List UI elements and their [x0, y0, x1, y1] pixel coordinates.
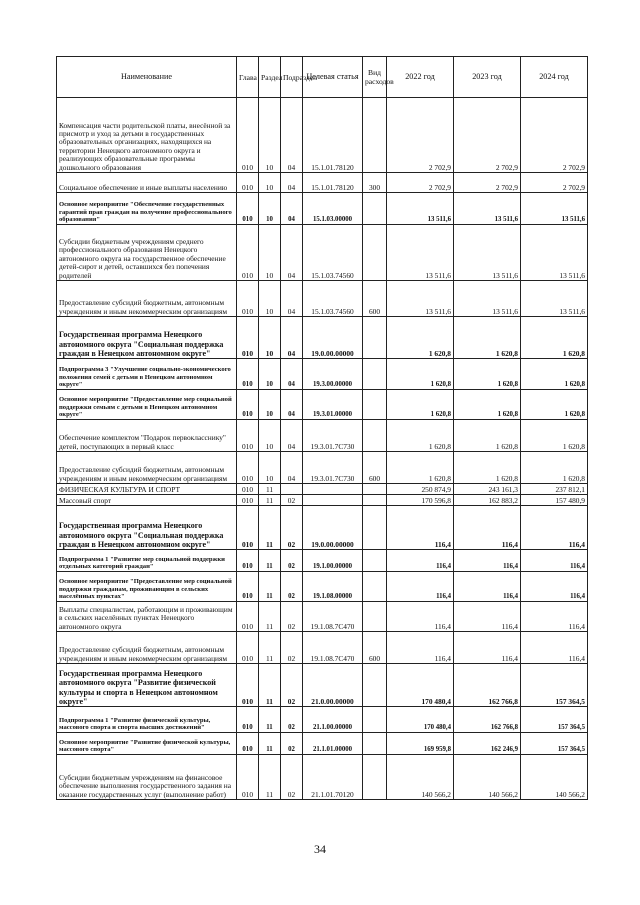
- cell-statia: 21.0.00.00000: [303, 664, 363, 707]
- cell-2024: 140 566,2: [521, 755, 588, 800]
- cell-statia: 15.1.01.78120: [303, 98, 363, 173]
- cell-name: Выплаты специалистам, работающим и проживающим в сельских населённых пунктах Ненецкого автономного округа: [57, 602, 237, 632]
- cell-name: Предоставление субсидий бюджетным, автономным учреждениям и иным некоммерческим организациям: [57, 632, 237, 664]
- cell-glava: 010: [237, 193, 259, 225]
- cell-podrazdel: 04: [281, 225, 303, 281]
- cell-razdel: 11: [259, 495, 281, 506]
- cell-name: Предоставление субсидий бюджетным, автономным учреждениям и иным некоммерческим организациям: [57, 452, 237, 484]
- cell-glava: 010: [237, 506, 259, 550]
- cell-statia: 19.0.00.00000: [303, 506, 363, 550]
- cell-2023: 116,4: [454, 506, 521, 550]
- cell-2022: 116,4: [387, 632, 454, 664]
- cell-2023: 116,4: [454, 632, 521, 664]
- table-row: [57, 317, 588, 359]
- table-row: [57, 733, 588, 755]
- cell-2022: 13 511,6: [387, 225, 454, 281]
- header-name: Наименование: [57, 57, 237, 98]
- cell-2023: 140 566,2: [454, 755, 521, 800]
- header-razdel: Раздел: [259, 57, 281, 98]
- cell-razdel: 11: [259, 664, 281, 707]
- cell-2022: 116,4: [387, 550, 454, 572]
- table-row: [57, 390, 588, 420]
- cell-glava: 010: [237, 359, 259, 390]
- header-vid: Вид расходов: [363, 57, 387, 98]
- budget-table: [56, 56, 588, 800]
- cell-2022: 170 480,4: [387, 707, 454, 733]
- cell-glava: 010: [237, 281, 259, 317]
- cell-statia: [303, 495, 363, 506]
- cell-vid: [363, 755, 387, 800]
- cell-vid: [363, 495, 387, 506]
- cell-vid: 600: [363, 281, 387, 317]
- cell-name: Подпрограмма 3 "Улучшение социально-экономического положения семей с детьми в Ненецком автономном округе": [57, 359, 237, 390]
- cell-podrazdel: 04: [281, 173, 303, 193]
- cell-razdel: 10: [259, 225, 281, 281]
- cell-2022: 169 959,8: [387, 733, 454, 755]
- header-2024: 2024 год: [521, 57, 588, 98]
- cell-name: Обеспечение комплектом "Подарок первокласснику" детей, поступающих в первый класс: [57, 420, 237, 452]
- cell-2023: 162 883,2: [454, 495, 521, 506]
- cell-2023: 2 702,9: [454, 98, 521, 173]
- cell-2023: 162 766,8: [454, 664, 521, 707]
- cell-statia: 19.1.08.00000: [303, 572, 363, 602]
- cell-glava: 010: [237, 550, 259, 572]
- cell-vid: [363, 506, 387, 550]
- cell-name: Подпрограмма 1 "Развитие мер социальной поддержки отдельных категорий граждан": [57, 550, 237, 572]
- cell-razdel: 10: [259, 390, 281, 420]
- cell-vid: 600: [363, 452, 387, 484]
- cell-glava: 010: [237, 602, 259, 632]
- cell-razdel: 11: [259, 506, 281, 550]
- cell-2024: 157 364,5: [521, 664, 588, 707]
- cell-name: Социальное обеспечение и иные выплаты населению: [57, 173, 237, 193]
- cell-vid: [363, 317, 387, 359]
- cell-podrazdel: 02: [281, 755, 303, 800]
- cell-2024: 13 511,6: [521, 225, 588, 281]
- cell-glava: 010: [237, 572, 259, 602]
- cell-podrazdel: 04: [281, 98, 303, 173]
- cell-podrazdel: 02: [281, 632, 303, 664]
- cell-vid: [363, 98, 387, 173]
- table-row: [57, 173, 588, 193]
- cell-podrazdel: 02: [281, 707, 303, 733]
- cell-name: ФИЗИЧЕСКАЯ КУЛЬТУРА И СПОРТ: [57, 484, 237, 495]
- cell-vid: 300: [363, 173, 387, 193]
- cell-2024: 116,4: [521, 602, 588, 632]
- cell-2024: 116,4: [521, 506, 588, 550]
- table-row: [57, 755, 588, 800]
- cell-statia: 21.1.01.00000: [303, 733, 363, 755]
- cell-2023: 13 511,6: [454, 193, 521, 225]
- cell-statia: 15.1.03.74560: [303, 281, 363, 317]
- cell-vid: [363, 707, 387, 733]
- cell-podrazdel: 04: [281, 390, 303, 420]
- cell-2023: 162 246,9: [454, 733, 521, 755]
- header-statia: Целевая статья: [303, 57, 363, 98]
- cell-vid: [363, 572, 387, 602]
- cell-statia: 19.1.00.00000: [303, 550, 363, 572]
- cell-glava: 010: [237, 733, 259, 755]
- cell-statia: 19.3.00.00000: [303, 359, 363, 390]
- table-row: [57, 664, 588, 707]
- header-2022: 2022 год: [387, 57, 454, 98]
- cell-vid: [363, 550, 387, 572]
- cell-statia: [303, 484, 363, 495]
- cell-statia: 19.3.01.7С730: [303, 452, 363, 484]
- table-row: [57, 98, 588, 173]
- cell-2022: 1 620,8: [387, 420, 454, 452]
- cell-2023: 243 161,3: [454, 484, 521, 495]
- cell-statia: 19.3.01.00000: [303, 390, 363, 420]
- table-row: [57, 602, 588, 632]
- table-row: [57, 193, 588, 225]
- cell-2024: 1 620,8: [521, 420, 588, 452]
- cell-2022: 2 702,9: [387, 173, 454, 193]
- cell-razdel: 11: [259, 602, 281, 632]
- cell-razdel: 10: [259, 359, 281, 390]
- cell-glava: 010: [237, 495, 259, 506]
- table-row: [57, 225, 588, 281]
- cell-2022: 170 596,8: [387, 495, 454, 506]
- cell-podrazdel: 02: [281, 506, 303, 550]
- cell-vid: [363, 225, 387, 281]
- cell-name: Основное мероприятие "Предоставление мер социальной поддержки семьям с детьми в Ненецком автономном округе": [57, 390, 237, 420]
- cell-podrazdel: 04: [281, 359, 303, 390]
- cell-2023: 162 766,8: [454, 707, 521, 733]
- table-row: [57, 572, 588, 602]
- cell-2024: 1 620,8: [521, 359, 588, 390]
- cell-name: Предоставление субсидий бюджетным, автономным учреждениям и иным некоммерческим организациям: [57, 281, 237, 317]
- cell-2023: 2 702,9: [454, 173, 521, 193]
- table-row: [57, 452, 588, 484]
- cell-glava: 010: [237, 225, 259, 281]
- header-podrazdel: Подраздел: [281, 57, 303, 98]
- cell-name: Государственная программа Ненецкого автономного округа "Развитие физической культуры и спорта в Ненецком автономном округе": [57, 664, 237, 707]
- cell-vid: [363, 733, 387, 755]
- cell-razdel: 10: [259, 173, 281, 193]
- cell-glava: 010: [237, 390, 259, 420]
- cell-name: Массовый спорт: [57, 495, 237, 506]
- cell-statia: 15.1.03.74560: [303, 225, 363, 281]
- cell-glava: 010: [237, 664, 259, 707]
- cell-vid: [363, 484, 387, 495]
- cell-2024: 13 511,6: [521, 193, 588, 225]
- cell-name: Субсидии бюджетным учреждениям среднего профессионального образования Ненецкого автономного округа на государственное обеспечение детей-сирот и детей, оставшихся без попечения родителей: [57, 225, 237, 281]
- cell-2023: 1 620,8: [454, 359, 521, 390]
- cell-2023: 13 511,6: [454, 225, 521, 281]
- cell-podrazdel: 02: [281, 602, 303, 632]
- cell-statia: 15.1.01.78120: [303, 173, 363, 193]
- cell-podrazdel: 04: [281, 420, 303, 452]
- cell-podrazdel: 02: [281, 664, 303, 707]
- cell-podrazdel: 02: [281, 733, 303, 755]
- cell-razdel: 10: [259, 452, 281, 484]
- table-row: [57, 632, 588, 664]
- cell-podrazdel: 04: [281, 317, 303, 359]
- cell-name: Государственная программа Ненецкого автономного округа "Социальная поддержка граждан в Ненецком автономном округе": [57, 317, 237, 359]
- table-row: [57, 495, 588, 506]
- cell-2022: 1 620,8: [387, 390, 454, 420]
- cell-podrazdel: 04: [281, 193, 303, 225]
- cell-name: Основное мероприятие "Развитие физической культуры, массового спорта": [57, 733, 237, 755]
- cell-name: Основное мероприятие "Обеспечение государственных гарантий прав граждан на получение профессионального образования": [57, 193, 237, 225]
- cell-statia: 21.1.00.00000: [303, 707, 363, 733]
- cell-2024: 157 364,5: [521, 707, 588, 733]
- cell-vid: [363, 193, 387, 225]
- cell-podrazdel: 04: [281, 281, 303, 317]
- cell-2023: 1 620,8: [454, 420, 521, 452]
- cell-2023: 116,4: [454, 602, 521, 632]
- cell-vid: [363, 602, 387, 632]
- cell-glava: 010: [237, 755, 259, 800]
- cell-vid: 600: [363, 632, 387, 664]
- cell-name: Компенсация части родительской платы, внесённой за присмотр и уход за детьми в государственных образовательных организациях, находящихся на территории Ненецкого автономного округа и реализующих образовательные программы дошкольного образования: [57, 98, 237, 173]
- cell-razdel: 11: [259, 484, 281, 495]
- cell-name: Основное мероприятие "Предоставление мер социальной поддержки гражданам, проживающим в сельских населённых пунктах": [57, 572, 237, 602]
- cell-vid: [363, 390, 387, 420]
- cell-statia: 19.1.08.7С470: [303, 602, 363, 632]
- cell-razdel: 11: [259, 733, 281, 755]
- cell-glava: 010: [237, 452, 259, 484]
- cell-glava: 010: [237, 173, 259, 193]
- cell-2022: 1 620,8: [387, 359, 454, 390]
- header-glava: Глава: [237, 57, 259, 98]
- cell-2024: 157 480,9: [521, 495, 588, 506]
- cell-2022: 13 511,6: [387, 193, 454, 225]
- cell-2023: 1 620,8: [454, 317, 521, 359]
- cell-2022: 13 511,6: [387, 281, 454, 317]
- cell-2023: 116,4: [454, 550, 521, 572]
- cell-2024: 157 364,5: [521, 733, 588, 755]
- cell-podrazdel: 02: [281, 495, 303, 506]
- table-row: [57, 506, 588, 550]
- cell-vid: [363, 359, 387, 390]
- cell-2024: 13 511,6: [521, 281, 588, 317]
- cell-vid: [363, 664, 387, 707]
- cell-glava: 010: [237, 484, 259, 495]
- cell-2022: 250 874,9: [387, 484, 454, 495]
- cell-glava: 010: [237, 317, 259, 359]
- cell-2023: 1 620,8: [454, 452, 521, 484]
- cell-2023: 13 511,6: [454, 281, 521, 317]
- cell-vid: [363, 420, 387, 452]
- cell-glava: 010: [237, 420, 259, 452]
- cell-razdel: 10: [259, 281, 281, 317]
- cell-podrazdel: 02: [281, 550, 303, 572]
- cell-statia: 15.1.03.00000: [303, 193, 363, 225]
- cell-2024: 237 812,1: [521, 484, 588, 495]
- table-header-row: [57, 57, 588, 98]
- cell-2023: 116,4: [454, 572, 521, 602]
- cell-razdel: 11: [259, 632, 281, 664]
- cell-razdel: 11: [259, 572, 281, 602]
- cell-razdel: 10: [259, 98, 281, 173]
- cell-2022: 116,4: [387, 602, 454, 632]
- cell-razdel: 11: [259, 550, 281, 572]
- cell-2023: 1 620,8: [454, 390, 521, 420]
- cell-statia: 19.1.08.7С470: [303, 632, 363, 664]
- table-row: [57, 707, 588, 733]
- cell-razdel: 10: [259, 420, 281, 452]
- cell-glava: 010: [237, 707, 259, 733]
- cell-2022: 116,4: [387, 572, 454, 602]
- cell-2022: 2 702,9: [387, 98, 454, 173]
- cell-name: Государственная программа Ненецкого автономного округа "Социальная поддержка граждан в Ненецком автономном округе": [57, 506, 237, 550]
- cell-podrazdel: 04: [281, 452, 303, 484]
- cell-name: Подпрограмма 1 "Развитие физической культуры, массового спорта и спорта высших достижений": [57, 707, 237, 733]
- cell-glava: 010: [237, 632, 259, 664]
- table-row: [57, 359, 588, 390]
- table-row: [57, 550, 588, 572]
- cell-2024: 1 620,8: [521, 317, 588, 359]
- cell-razdel: 11: [259, 755, 281, 800]
- cell-podrazdel: [281, 484, 303, 495]
- cell-statia: 21.1.01.70120: [303, 755, 363, 800]
- cell-2022: 116,4: [387, 506, 454, 550]
- cell-razdel: 10: [259, 193, 281, 225]
- cell-2022: 170 480,4: [387, 664, 454, 707]
- page-number: 34: [314, 842, 326, 856]
- cell-razdel: 10: [259, 317, 281, 359]
- cell-name: Субсидии бюджетным учреждениям на финансовое обеспечение выполнения государственного задания на оказание государственных услуг (выполнение работ): [57, 755, 237, 800]
- table-row: [57, 420, 588, 452]
- table-row: [57, 281, 588, 317]
- header-2023: 2023 год: [454, 57, 521, 98]
- cell-glava: 010: [237, 98, 259, 173]
- cell-statia: 19.0.00.00000: [303, 317, 363, 359]
- cell-2022: 1 620,8: [387, 452, 454, 484]
- cell-2022: 1 620,8: [387, 317, 454, 359]
- cell-2024: 1 620,8: [521, 390, 588, 420]
- cell-2024: 2 702,9: [521, 173, 588, 193]
- cell-statia: 19.3.01.7С730: [303, 420, 363, 452]
- cell-2024: 116,4: [521, 550, 588, 572]
- table-row: [57, 484, 588, 495]
- cell-2022: 140 566,2: [387, 755, 454, 800]
- cell-2024: 1 620,8: [521, 452, 588, 484]
- cell-podrazdel: 02: [281, 572, 303, 602]
- cell-razdel: 11: [259, 707, 281, 733]
- cell-2024: 116,4: [521, 572, 588, 602]
- cell-2024: 2 702,9: [521, 98, 588, 173]
- cell-2024: 116,4: [521, 632, 588, 664]
